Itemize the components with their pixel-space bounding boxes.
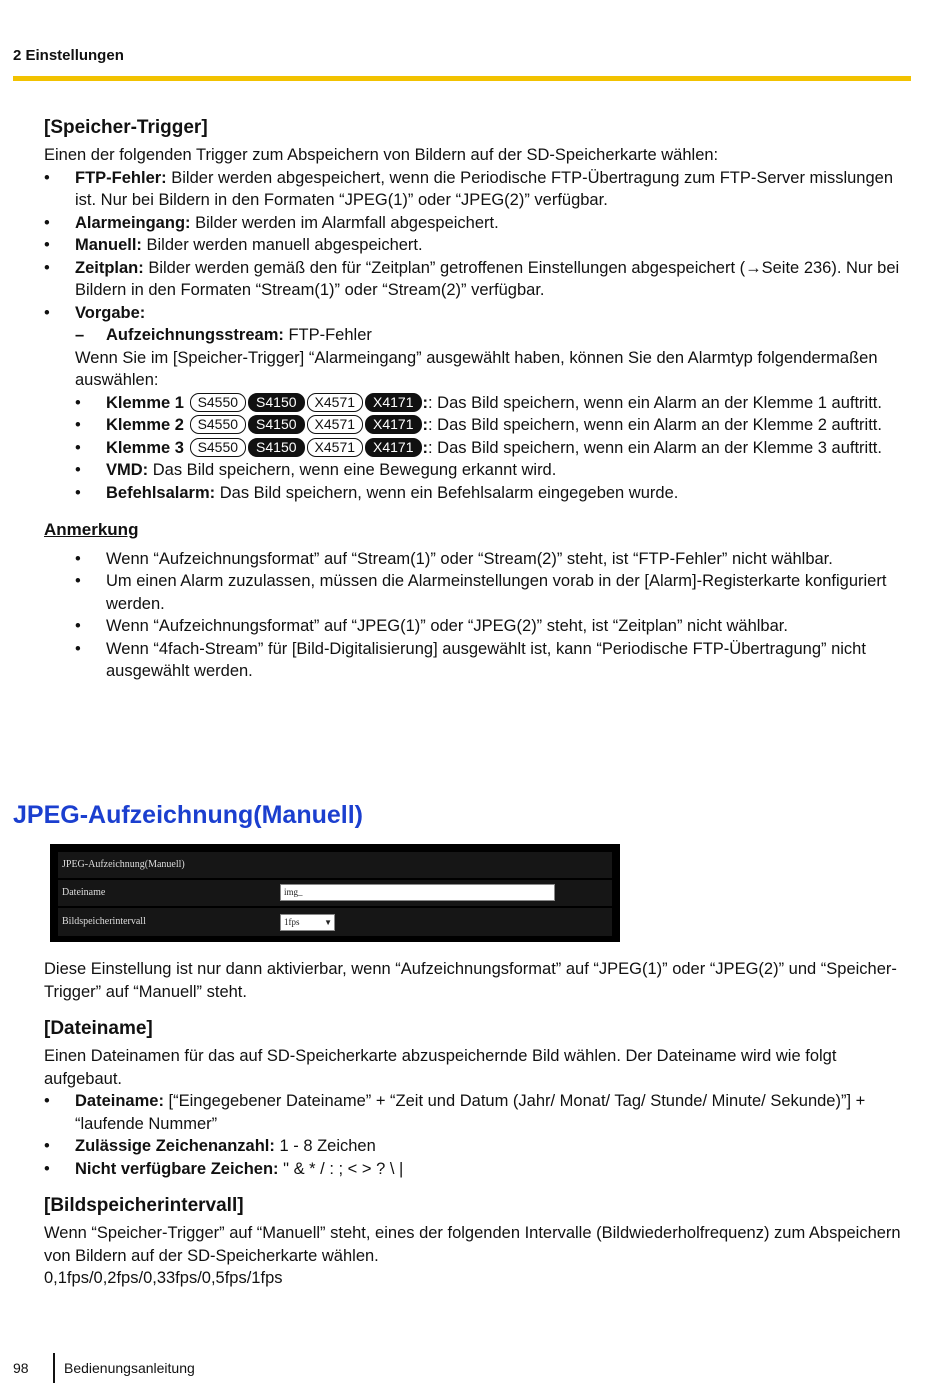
item-label: Dateiname:: [75, 1092, 164, 1110]
dash-item: [75, 324, 912, 347]
item-label: Befehlsalarm:: [106, 483, 216, 502]
item-text: Bilder werden manuell abgespeichert.: [141, 236, 423, 254]
item-label: Nicht verfügbare Zeichen:: [75, 1159, 279, 1178]
list-item: [44, 1090, 912, 1135]
alarm-intro: Wenn Sie im [Speicher-Trigger] “Alarmeingang” ausgewählt haben, können Sie den Alarmtyp folgendermaßen auswählen:: [75, 348, 878, 389]
model-badge: X4171: [365, 393, 421, 412]
item-label: Vorgabe:: [75, 303, 146, 322]
list-item: [44, 1135, 912, 1158]
model-badge: S4550: [190, 393, 246, 412]
interval-value: 1fps: [284, 917, 300, 927]
jpeg-details: [44, 958, 912, 1290]
model-badge: S4150: [248, 393, 304, 412]
model-badge: X4171: [365, 438, 421, 457]
dateiname-intro: Einen Dateinamen für das auf SD-Speicherkarte abzuspeichernde Bild wählen. Der Dateiname wird wie folgt aufgebaut.: [44, 1047, 837, 1088]
interval-title: [Bildspeicherintervall]: [44, 1195, 244, 1216]
chevron-down-icon: ▼: [324, 918, 332, 927]
interval-label: Bildspeicherintervall: [62, 916, 146, 927]
filename-label: Dateiname: [62, 887, 106, 898]
model-badge: X4571: [307, 438, 363, 457]
list-item: • Klemme 2 S4550 S4150 X4571 X4171 :: Das Bild speichern, wenn ein Alarm an der Klemme 2 auftritt.: [75, 414, 912, 437]
model-badge: S4150: [248, 438, 304, 457]
item-text: Bilder werden im Alarmfall abgespeichert.: [190, 213, 499, 232]
list-item: • Wenn “Aufzeichnungsformat” auf “Stream(1)” oder “Stream(2)” steht, ist “FTP-Fehler” nicht wählbar.: [75, 548, 912, 571]
note-list: [44, 548, 912, 683]
item-label: Klemme 2: [106, 416, 184, 434]
interval-values: 0,1fps/0,2fps/0,33fps/0,5fps/1fps: [44, 1269, 283, 1287]
speicher-intro: Einen der folgenden Trigger zum Abspeichern von Bildern auf der SD-Speicherkarte wählen:: [44, 146, 719, 164]
list-item: [44, 257, 912, 302]
list-item: [44, 302, 912, 325]
list-item: • Klemme 3 S4550 S4150 X4571 X4171 :: Das Bild speichern, wenn ein Alarm an der Klemme 3 auftritt.: [75, 437, 912, 460]
model-badge: X4571: [307, 415, 363, 434]
filename-row: [58, 880, 612, 906]
item-text: [“Eingegebener Dateiname” + “Zeit und Datum (Jahr/ Monat/ Tag/ Stunde/ Minute/ Sekunde)”] + “laufende Nummer”: [75, 1092, 866, 1133]
model-badge: X4171: [365, 415, 421, 434]
item-label: VMD:: [106, 461, 149, 479]
list-item: [44, 167, 912, 212]
list-item: [75, 459, 912, 482]
model-badge: S4550: [190, 438, 246, 457]
item-text: : Das Bild speichern, wenn ein Alarm an der Klemme 3 auftritt.: [428, 438, 882, 457]
item-text: Das Bild speichern, wenn eine Bewegung erkannt wird.: [148, 461, 557, 479]
list-item: • Klemme 1 S4550 S4150 X4571 X4171 :: Das Bild speichern, wenn ein Alarm an der Klemme 1 auftritt.: [75, 392, 912, 415]
interval-select[interactable]: [280, 914, 335, 931]
filename-input[interactable]: img_: [280, 884, 555, 901]
model-badge: S4550: [190, 415, 246, 434]
list-item: [75, 482, 912, 505]
header-rule: [13, 76, 911, 81]
trigger-list: [44, 167, 912, 325]
panel-title: JPEG-Aufzeichnung(Manuell): [58, 852, 612, 878]
item-text: Das Bild speichern, wenn ein Befehlsalarm eingegeben wurde.: [215, 483, 679, 502]
item-label: Klemme 1: [106, 393, 184, 412]
speicher-section: [44, 116, 912, 683]
note-title: Anmerkung: [44, 520, 139, 539]
interval-row: [58, 908, 612, 936]
item-label: Manuell:: [75, 236, 142, 254]
list-item: [44, 234, 912, 257]
speicher-title: [Speicher-Trigger]: [44, 117, 208, 138]
item-label: Zeitplan:: [75, 258, 144, 277]
list-item: • Wenn “4fach-Stream” für [Bild-Digitalisierung] ausgewählt ist, kann “Periodische FTP-Übertragung” nicht ausgewählt werden.: [75, 638, 912, 683]
dash-text: FTP-Fehler: [283, 326, 372, 344]
dateiname-title: [Dateiname]: [44, 1018, 153, 1039]
item-label: Klemme 3: [106, 438, 184, 457]
item-text: : Das Bild speichern, wenn ein Alarm an der Klemme 1 auftritt.: [428, 393, 882, 412]
jpeg-section-title: JPEG-Aufzeichnung(Manuell): [13, 801, 363, 829]
alarm-list: [44, 392, 912, 505]
list-item: • Wenn “Aufzeichnungsformat” auf “JPEG(1)” oder “JPEG(2)” steht, ist “Zeitplan” nicht wählbar.: [75, 615, 912, 638]
jpeg-desc: Diese Einstellung ist nur dann aktivierbar, wenn “Aufzeichnungsformat” auf “JPEG(1)” oder “JPEG(2)” und “Speicher-Trigger” auf “Manuell” steht.: [44, 960, 897, 1001]
item-label: FTP-Fehler:: [75, 168, 167, 187]
list-item: • Um einen Alarm zuzulassen, müssen die Alarmeinstellungen vorab in der [Alarm]-Registerkarte konfiguriert werden.: [75, 570, 912, 615]
item-label: Zulässige Zeichenanzahl:: [75, 1137, 275, 1155]
footer-doc-title: Bedienungsanleitung: [64, 1360, 195, 1376]
list-item: [44, 212, 912, 235]
dash-label: Aufzeichnungsstream:: [106, 326, 284, 344]
dateiname-list: [44, 1090, 912, 1180]
model-badge: S4150: [248, 415, 304, 434]
footer-divider: [53, 1353, 55, 1383]
item-label: Alarmeingang:: [75, 213, 191, 232]
interval-text: Wenn “Speicher-Trigger” auf “Manuell” steht, eines der folgenden Intervalle (Bildwiederholfrequenz) zum Abspeichern von Bildern auf der SD-Speicherkarte wählen.: [44, 1224, 901, 1265]
settings-screenshot: [50, 844, 620, 942]
vorgabe-sub: [44, 324, 912, 504]
item-text: " & * / : ; < > ? \ |: [278, 1159, 404, 1178]
model-badge: X4571: [307, 393, 363, 412]
page-number: 98: [13, 1360, 29, 1376]
list-item: [44, 1158, 912, 1181]
item-text: Bilder werden gemäß den für “Zeitplan” getroffenen Einstellungen abgespeichert (→Seite 236). Nur bei Bildern in den Formaten “Stream(1)” oder “Stream(2)” verfügbar.: [75, 258, 900, 299]
item-text: Bilder werden abgespeichert, wenn die Periodische FTP-Übertragung zum FTP-Server misslungen ist. Nur bei Bildern in den Formaten “JPEG(1)” oder “JPEG(2)” verfügbar.: [75, 168, 894, 209]
item-text: 1 - 8 Zeichen: [274, 1137, 376, 1155]
section-header: 2 Einstellungen: [13, 47, 124, 64]
item-text: : Das Bild speichern, wenn ein Alarm an der Klemme 2 auftritt.: [428, 416, 882, 434]
